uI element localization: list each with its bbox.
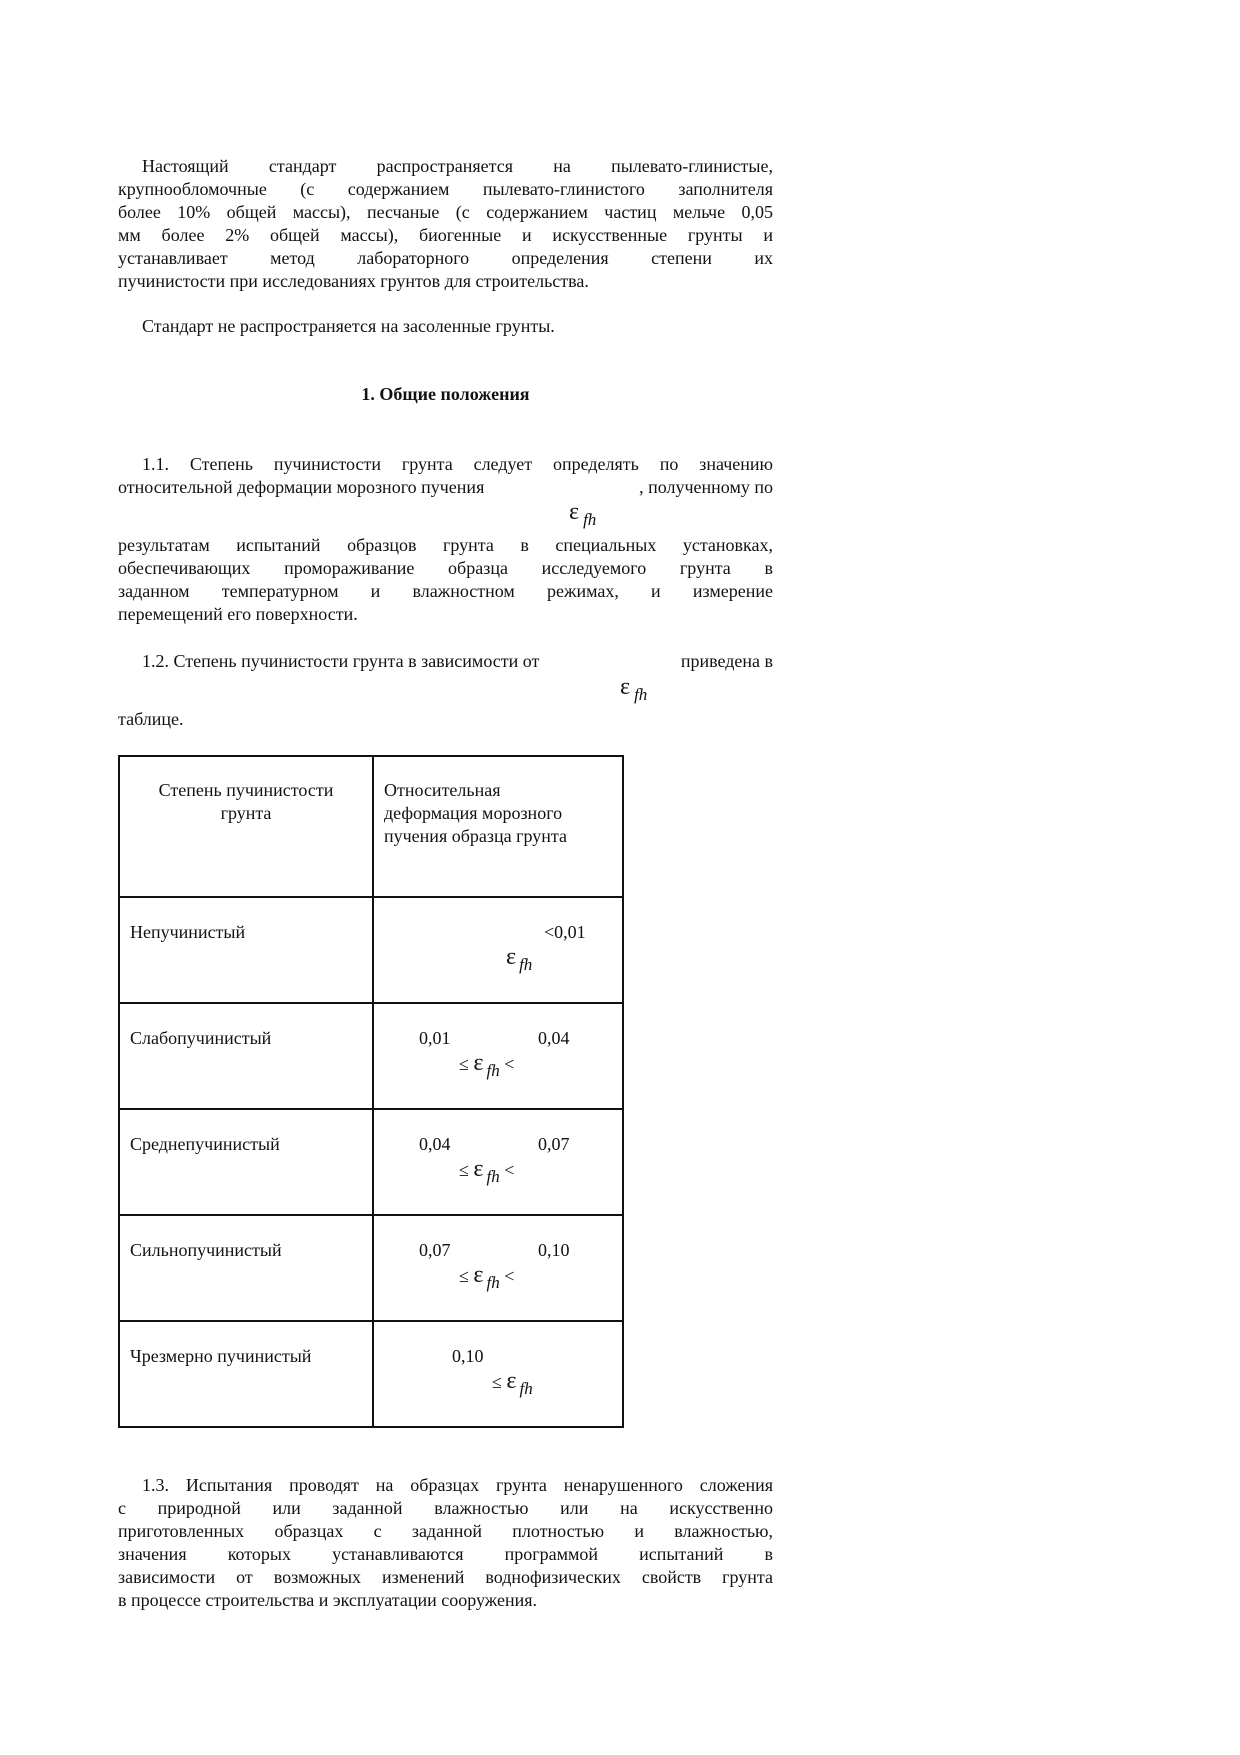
text-line: результатам испытаний образцов грунта в специальных установках, — [118, 535, 773, 555]
text-line: с природной или заданной влажностью или на искусственно — [118, 1498, 773, 1518]
table-header-row — [119, 756, 623, 897]
section-title: 1. Общие положения — [361, 384, 530, 404]
deformation-cell — [373, 1003, 623, 1109]
text-line: устанавливает метод лабораторного определения степени их — [118, 248, 773, 268]
header-cell-deformation — [373, 756, 623, 897]
text-line: приготовленных образцах с заданной плотностью и влажностью, — [118, 1521, 773, 1541]
text-line: обеспечивающих промораживание образца исследуемого грунта в — [118, 558, 773, 578]
deformation-cell — [373, 1109, 623, 1215]
table-row — [119, 1215, 623, 1321]
epsilon: ε — [620, 674, 631, 700]
upper-bound: 0,10 — [538, 1240, 570, 1260]
table-row — [119, 1321, 623, 1427]
table-row — [119, 1109, 623, 1215]
header-text: Относительная — [384, 780, 501, 800]
deformation-cell — [373, 1321, 623, 1427]
text-line: заданном температурном и влажностном режимах, и измерение — [118, 581, 773, 601]
text-line: перемещений его поверхности. — [118, 604, 358, 624]
deformation-cell — [373, 1215, 623, 1321]
degree-label: Слабопучинистый — [130, 1028, 272, 1048]
text-line: значения которых устанавливаются программой испытаний в — [118, 1544, 773, 1564]
degree-label: Сильнопучинистый — [130, 1240, 282, 1260]
table-row — [119, 1003, 623, 1109]
inequality-symbol: ≤ ε fh < — [459, 1156, 515, 1186]
intro-paragraph-2: Стандарт не распространяется на засоленные грунты. — [142, 316, 555, 336]
text-line: более 10% общей массы), песчаные (с содержанием частиц мельче 0,05 — [118, 202, 773, 222]
epsilon: ε — [569, 499, 580, 525]
deformation-cell — [373, 897, 623, 1003]
header-text: пучения образца грунта — [384, 826, 567, 846]
text-line: в процессе строительства и эксплуатации сооружения. — [118, 1590, 538, 1610]
text-line: зависимости от возможных изменений воднофизических свойств грунта — [118, 1567, 773, 1587]
table-row — [119, 897, 623, 1003]
text-line: таблице. — [118, 709, 184, 729]
degree-label: Непучинистый — [130, 922, 246, 942]
subscript: fh — [583, 510, 597, 529]
header-text: грунта — [220, 803, 272, 823]
upper-bound: 0,07 — [538, 1134, 570, 1154]
epsilon-fh-symbol — [620, 674, 648, 704]
upper-bound: <0,01 — [544, 922, 586, 942]
inequality-symbol: ≤ ε fh — [492, 1368, 533, 1398]
degree-cell — [119, 897, 373, 1003]
degree-cell — [119, 1003, 373, 1109]
text-line: 1.1. Степень пучинистости грунта следует определять по значению — [142, 454, 773, 474]
degree-cell — [119, 1215, 373, 1321]
degree-label: Чрезмерно пучинистый — [130, 1346, 312, 1366]
header-text: Степень пучинистости — [158, 780, 334, 800]
inequality-symbol: ≤ ε fh < — [459, 1050, 515, 1080]
upper-bound: 0,04 — [538, 1028, 570, 1048]
inequality-symbol: ≤ ε fh < — [459, 1262, 515, 1292]
text-line: 1.3. Испытания проводят на образцах грунта ненарушенного сложения — [142, 1475, 773, 1495]
lower-bound: 0,07 — [419, 1240, 451, 1260]
degree-cell — [119, 1109, 373, 1215]
text-line: мм более 2% общей массы), биогенные и искусственные грунты и — [118, 225, 773, 245]
header-cell-degree — [119, 756, 373, 897]
text-line: Настоящий стандарт распространяется на пылевато-глинистые, — [142, 156, 773, 176]
degree-cell — [119, 1321, 373, 1427]
text-line: крупнообломочные (с содержанием пылевато-глинистого заполнителя — [118, 179, 773, 199]
text-line: пучинистости при исследованиях грунтов для строительства. — [118, 271, 589, 291]
subscript: fh — [634, 685, 648, 704]
header-text: деформация морозного — [384, 803, 563, 823]
frost-heave-table — [118, 755, 624, 1428]
degree-label: Среднепучинистый — [130, 1134, 280, 1154]
epsilon-fh-symbol: ε fh — [506, 944, 533, 974]
epsilon-fh-symbol — [569, 499, 597, 529]
lower-bound: 0,10 — [452, 1346, 484, 1366]
lower-bound: 0,04 — [419, 1134, 451, 1154]
lower-bound: 0,01 — [419, 1028, 451, 1048]
